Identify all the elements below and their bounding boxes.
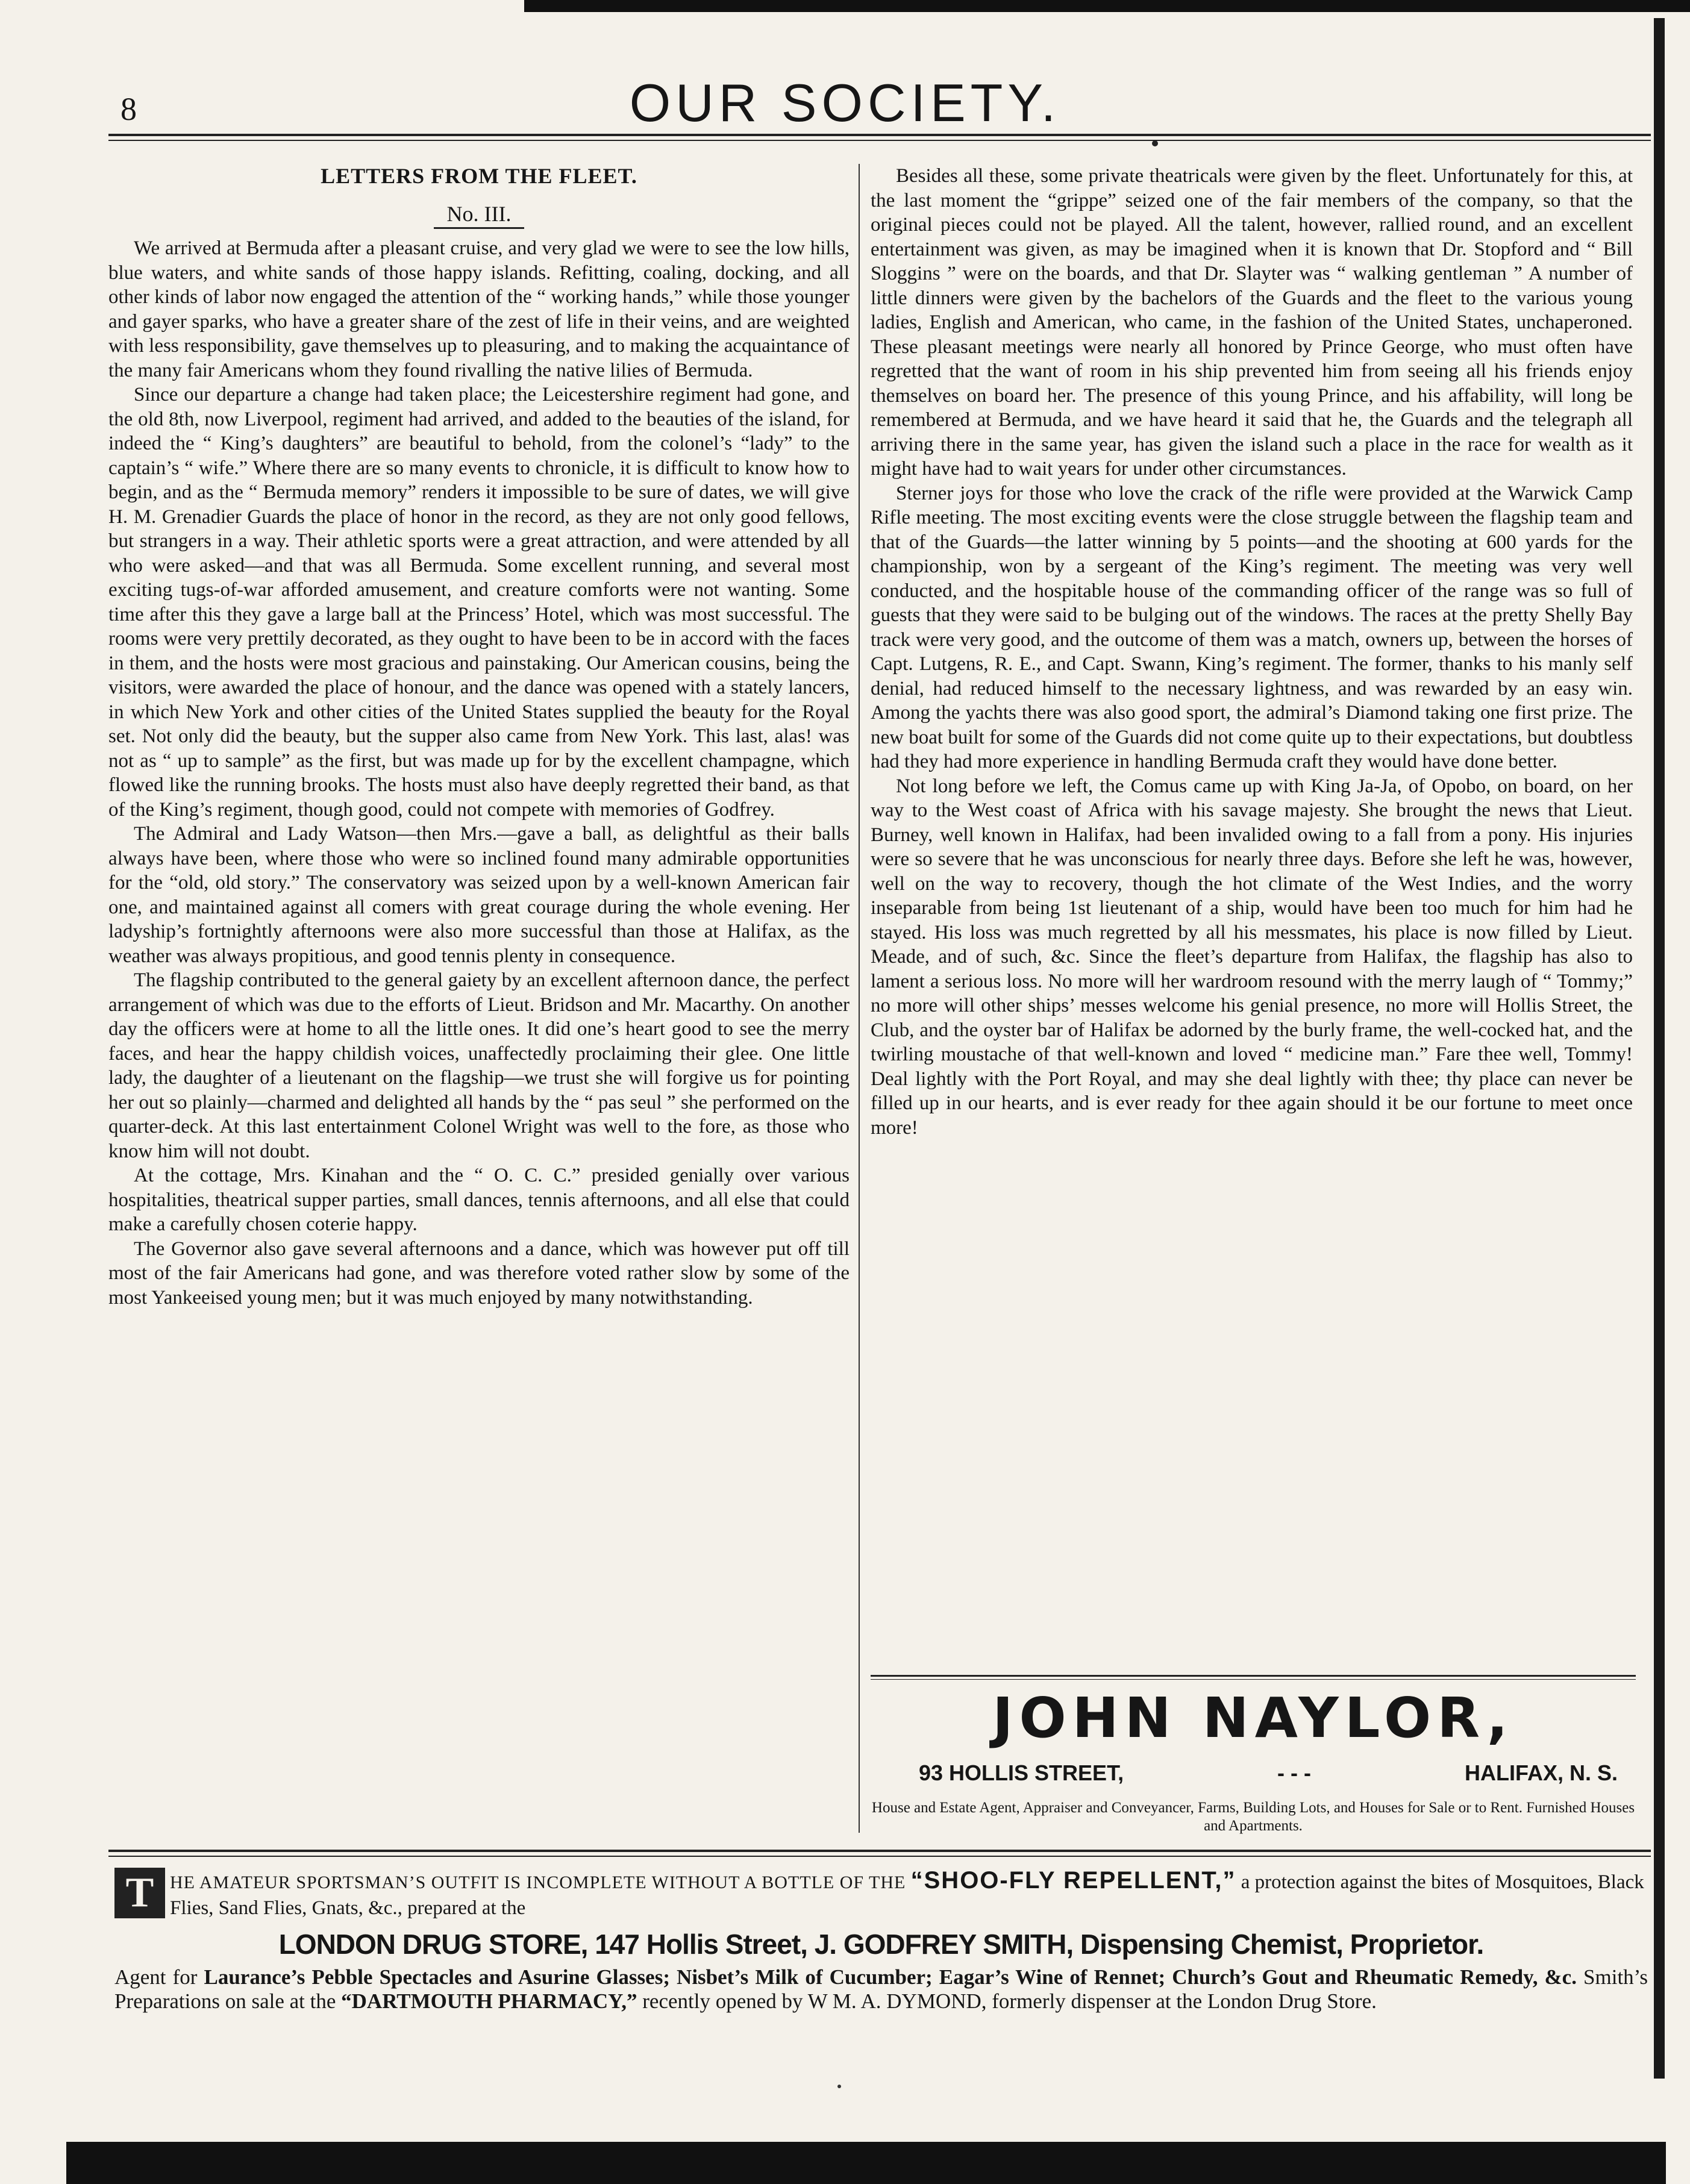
agent-opened: recently opened by W M. A. DYMOND, formerly dispenser at the London Drug Store. — [642, 1989, 1377, 2013]
article-number: No. III. — [446, 201, 512, 226]
paragraph: Besides all these, some private theatricals were given by the fleet. Unfortunately for this, at the last moment the “grippe” seized one of the fair members of the company, so that the original pieces could not be played. All the talent, however, rallied round, and an excellent entertainment was given, as may be imagined when it is known that Dr. Stopford and “ Bill Sloggins ” were on the boards, and that Dr. Slayter was “ walking gentleman ” A number of little dinners were given by the bachelors of the Guards and the fleet to the various young ladies, English and American, who came, in the fashion of the United States, unchaperoned. These pleasant meetings were nearly all honored by Prince George, who must often have regretted that the want of room in his ship prevented him from seeing all his friends enjoy themselves on board her. The presence of this young Prince, and his affability, will long be remembered at Bermuda, and we have heard it said that he, the Guards and the telegraph all arriving there in the same year, has given the island such a place in the race for wealth as it might have had to wait years for under other circumstances. — [871, 165, 1633, 480]
paragraph: The Governor also gave several afternoons and a dance, which was however put off till most of the fair Americans had gone, and was therefore voted rather slow by some of the most Yankeeised young men; but it was much enjoyed by many notwithstanding. — [108, 1237, 850, 1309]
header-rule — [108, 134, 1651, 141]
article-title: LETTERS FROM THE FLEET. — [321, 164, 637, 188]
city: HALIFAX, N. S. — [1464, 1760, 1618, 1785]
page-title: OUR SOCIETY. — [629, 73, 1061, 133]
number-rule — [434, 227, 524, 229]
ad-intro — [114, 1868, 1648, 1921]
agent-preparations: Smith’s Preparations on sale at the — [114, 1965, 1648, 2013]
section-rule — [108, 1850, 1651, 1857]
page-number: 8 — [120, 91, 137, 127]
paragraph: We arrived at Bermuda after a pleasant cruise, and very glad we were to see the low hills, blue waters, and white sands of those happy islands. Refitting, coaling, docking, and all other kinds of labor now engaged the attention of the “ working hands,” while those younger and gayer sparks, who have a greater share of the zest of life in their veins, and are weighted with less responsibility, gave themselves up to pleasuring, and to making the acquaintance of the many fair Americans whom they found rivalling the native lilies of Bermuda. — [108, 237, 850, 381]
store-name: LONDON DRUG STORE, 147 Hollis Street, J. GODFREY SMITH, Dispensing Chemist, Proprietor. — [278, 1929, 1484, 1960]
naylor-advertisement — [871, 1675, 1636, 1835]
paragraph: The Admiral and Lady Watson—then Mrs.—gave a ball, as delightful as their balls always have been, where those who were so inclined found many admirable opportunities for the “old, old story.” The conservatory was seized upon by a well-known American fair one, and maintained against all comers with great courage during the whole evening. Her ladyship’s fortnightly afternoons were also more successful than those at Halifax, as the weather was always propitious, and good tennis plenty in consequence. — [108, 823, 850, 967]
advertiser-address — [919, 1760, 1618, 1786]
agent-products: Laurance’s Pebble Spectacles and Asurine Glasses; Nisbet’s Milk of Cucumber; Eagar’s Wine of Rennet; Church’s Gout and Rheumatic Remedy, &c. — [204, 1965, 1577, 1989]
bottom-dot — [837, 2085, 841, 2088]
advertiser-services: House and Estate Agent, Appraiser and Conveyancer, Farms, Building Lots, and Houses for Sale or to Rent. Furnished Houses and Apartments. — [871, 1800, 1635, 1834]
paragraph: Since our departure a change had taken place; the Leicestershire regiment had gone, and the old 8th, now Liverpool, regiment had arrived, and added to the beauties of the island, for indeed the “ King’s daughters” are beautiful to behold, from the colonel’s “lady” to the captain’s “ wife.” Where there are so many events to chronicle, it is difficult to know how to begin, and as the “ Bermuda memory” renders it impossible to be sure of dates, we will give H. M. Grenadier Guards the place of honor in the record, as they are not only good fellows, but strangers in a way. Their athletic sports were a great attraction, and were attended by all who were asked—and that was all Bermuda. Some excellent running, and several most exciting tugs-of-war afforded amusement, and creature comforts were not wanting. Some time after this they gave a large ball at the Princess’ Hotel, which was most successful. The rooms were very prettily decorated, as they ought to have been to be in accord with the faces in them, and the hosts were most gracious and painstaking. Our American cousins, being the visitors, were awarded the place of honour, and the dance was opened with a stately lancers, in which New York and other cities of the United States supplied the beauty for the Royal set. Not only did the beauty, but the supper also came from New York. This last, alas! was not as “ up to sample” as the first, but was made up for by the excellent champagne, which flowed like the running brooks. The hosts must also have deeply regretted their band, as that of the King’s regiment, though good, could not compete with memories of Godfrey. — [108, 384, 850, 821]
right-edge-bar — [1654, 18, 1665, 2079]
agent-label: Agent for — [114, 1965, 198, 1989]
drop-cap: T — [114, 1868, 165, 1918]
top-edge-bar — [524, 0, 1690, 12]
advertiser-name: JOHN NAYLOR, — [992, 1686, 1514, 1750]
column-divider — [859, 164, 860, 1833]
drug-store-advertisement — [114, 1868, 1648, 2013]
paragraph: At the cottage, Mrs. Kinahan and the “ O. C. C.” presided genially over various hospitalities, theatrical supper parties, small dances, tennis afternoons, and all else that could make a carefully chosen coterie happy. — [108, 1165, 850, 1235]
ad-intro-text-2: a protection against the bites of Mosquitoes, Black Flies, Sand Flies, Gnats, &c., prepared at the — [170, 1871, 1644, 1919]
ad-rule — [871, 1675, 1636, 1680]
product-name: “SHOO-FLY REPELLENT,” — [910, 1867, 1236, 1894]
paragraph: The flagship contributed to the general gaiety by an excellent afternoon dance, the perfect arrangement of which was due to the efforts of Lieut. Bridson and Mr. Macarthy. On another day the officers were at home to all the little ones. It did one’s heart good to see the merry faces, and hear the happy childish voices, unaffectedly proclaiming their glee. One little lady, the daughter of a lieutenant on the flagship—we trust she will forgive us for pointing her out so plainly—charmed and delighted all hands by the “ pas seul ” she performed on the quarter-deck. At this last entertainment Colonel Wright was well to the fore, as those who know him will not doubt. — [108, 969, 850, 1162]
ad-intro-text: HE AMATEUR SPORTSMAN’S OUTFIT IS INCOMPLETE WITHOUT A BOTTLE OF THE — [170, 1873, 906, 1892]
street-address: 93 HOLLIS STREET, — [919, 1760, 1124, 1785]
paragraph: Not long before we left, the Comus came up with King Ja-Ja, of Opobo, on board, on her way to the West coast of Africa with his savage majesty. She brought the news that Lieut. Burney, well known in Halifax, had been invalided owing to a fall from a pony. His injuries were so severe that he was unconscious for nearly three days. Before she left he was, however, well on the way to recovery, though the hot climate of the West Indies, and the worry inseparable from being 1st lieutenant of a ship, would have been too much for him had he stayed. His loss was much regretted by all his messmates, his place is now filled by Lieut. Meade, and of such, &c. Since the fleet’s departure from Halifax, the flagship has also to lament a serious loss. No more will her wardroom resound with the merry laugh of “ Tommy;” no more will other ships’ messes welcome his genial presence, no more will Hollis Street, the Club, and the oyster bar of Halifax be adorned by the burly frame, the well-cocked hat, and the twirling moustache of that well-known and loved “ medicine man.” Fare thee well, Tommy! Deal lightly with the Port Royal, and may she deal lightly with thee; thy place can never be filled up in our hearts, and is ever ready for thee again should it be our fortune to meet once more! — [871, 775, 1633, 1139]
agent-text — [114, 1965, 1648, 2013]
left-column — [108, 164, 850, 1310]
paragraph: Sterner joys for those who love the crack of the rifle were provided at the Warwick Camp Rifle meeting. The most exciting events were the close struggle between the flagship team and that of the Guards—the latter winning by 5 points—and the shooting at 600 yards for the championship, won by a sergeant of the King’s regiment. The meeting was very well conducted, and the hospitable house of the commanding officer of the range was so full of guests that they were said to be bulging out of the windows. The races at the pretty Shelly Bay track were very good, and the outcome of them was a match, owners up, between the horses of Capt. Lutgens, R. E., and Capt. Swann, King’s regiment. The former, thanks to his manly self denial, had reduced himself to the necessary lightness, and was rewarded by an easy win. Among the yachts there was also good sport, the admiral’s Diamond taking one first prize. The new boat built for some of the Guards did not come quite up to their expectations, but doubtless had they had more experience in handling Bermuda craft they would have done better. — [871, 482, 1633, 772]
right-column — [871, 164, 1633, 1140]
pharmacy-name: “DARTMOUTH PHARMACY,” — [341, 1989, 637, 2013]
address-dashes: - - - — [1277, 1760, 1311, 1785]
bottom-edge-bar — [66, 2142, 1666, 2184]
header-dot — [1152, 140, 1158, 146]
